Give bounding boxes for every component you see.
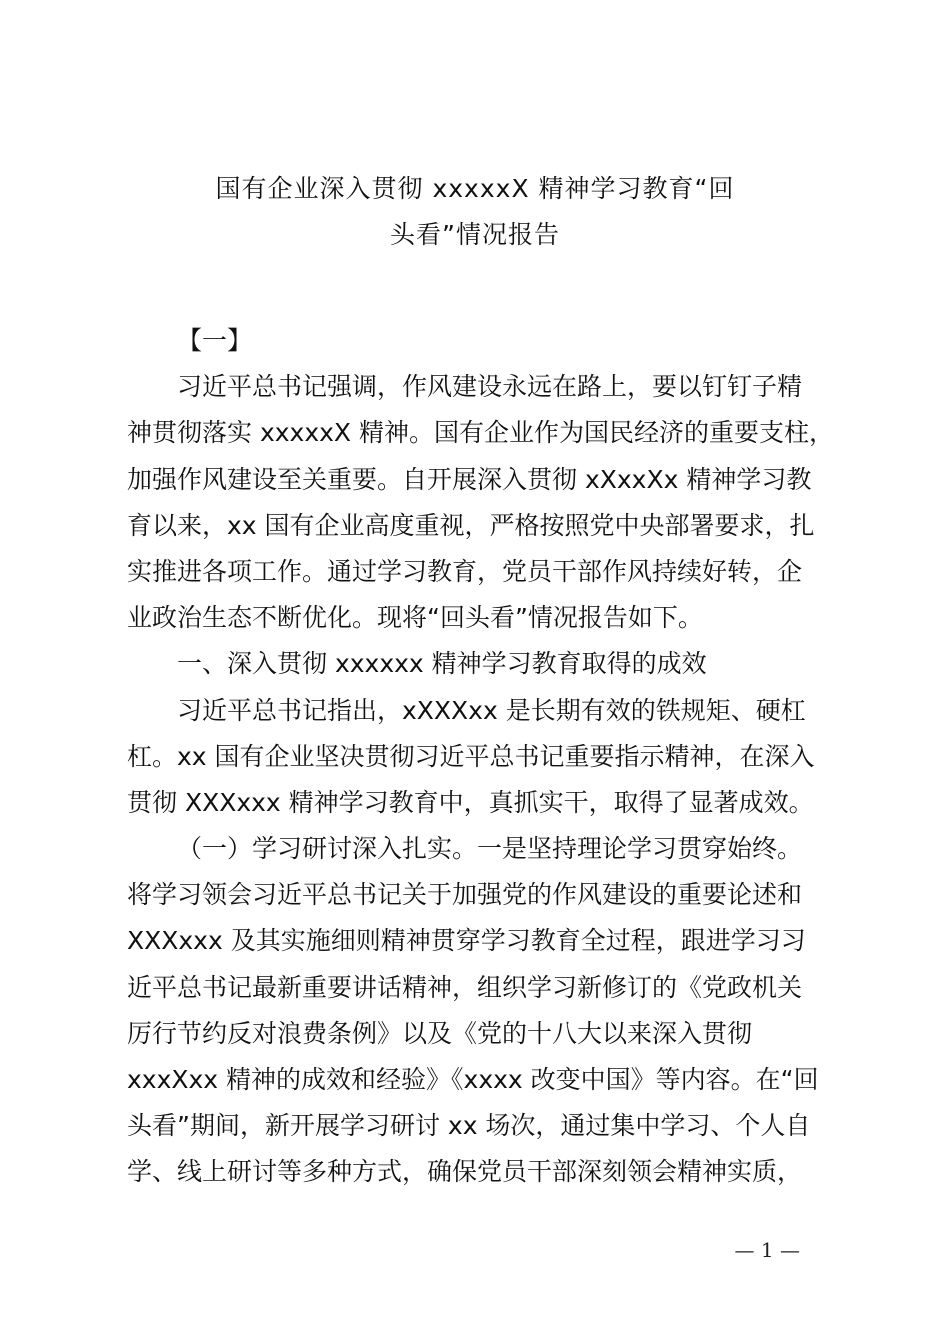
paragraph-line: （一）学习研讨深入扎实。一是坚持理论学习贯穿始终。 bbox=[177, 834, 803, 864]
paragraph-line: 学、线上研讨等多种方式，确保党员干部深刻领会精神实质， bbox=[127, 1157, 803, 1187]
paragraph-line: 实推进各项工作。通过学习教育，党员干部作风持续好转，企 bbox=[127, 556, 803, 586]
paragraph-line: 近平总书记最新重要讲话精神，组织学习新修订的《党政机关 bbox=[127, 972, 803, 1002]
paragraph-line: 杠。xx 国有企业坚决贯彻习近平总书记重要指示精神，在深入 bbox=[127, 741, 815, 771]
paragraph-line: 加强作风建设至关重要。自开展深入贯彻 xXxxXx 精神学习教 bbox=[127, 464, 812, 494]
paragraph-line: 将学习领会习近平总书记关于加强党的作风建设的重要论述和 bbox=[127, 880, 803, 910]
paragraph-line: 厉行节约反对浪费条例》以及《党的十八大以来深入贯彻 bbox=[127, 1018, 753, 1048]
document-title bbox=[120, 166, 830, 258]
paragraph-line: 头看”期间，新开展学习研讨 xx 场次，通过集中学习、个人自 bbox=[127, 1111, 811, 1141]
title-line-1: 国有企业深入贯彻 xxxxxX 精神学习教育“回 bbox=[215, 174, 735, 203]
title-line-2: 头看”情况报告 bbox=[390, 220, 560, 250]
paragraph-line: 贯彻 XXXxxx 精神学习教育中，真抓实干，取得了显著成效。 bbox=[127, 787, 814, 817]
paragraph-line: 习近平总书记指出，xXXXxx 是长期有效的铁规矩、硬杠 bbox=[177, 695, 806, 725]
paragraph-line: 育以来，xx 国有企业高度重视，严格按照党中央部署要求，扎 bbox=[127, 510, 815, 540]
paragraph-line: 业政治生态不断优化。现将“回头看”情况报告如下。 bbox=[127, 603, 703, 633]
paragraph-line: XXXxxx 及其实施细则精神贯穿学习教育全过程，跟进学习习 bbox=[127, 926, 806, 956]
section-marker: 【一】 bbox=[177, 326, 253, 355]
paragraph-line: 神贯彻落实 xxxxxX 精神。国有企业作为国民经济的重要支柱， bbox=[127, 418, 834, 448]
paragraph-line: xxxXxx 精神的成效和经验》《xxxx 改变中国》等内容。在“回 bbox=[127, 1065, 819, 1094]
page-number: — 1 — bbox=[734, 1238, 800, 1262]
section-heading: 一、深入贯彻 xxxxxx 精神学习教育取得的成效 bbox=[177, 649, 707, 679]
document-body bbox=[127, 318, 833, 1196]
paragraph-line: 习近平总书记强调，作风建设永远在路上，要以钉钉子精 bbox=[177, 372, 803, 402]
